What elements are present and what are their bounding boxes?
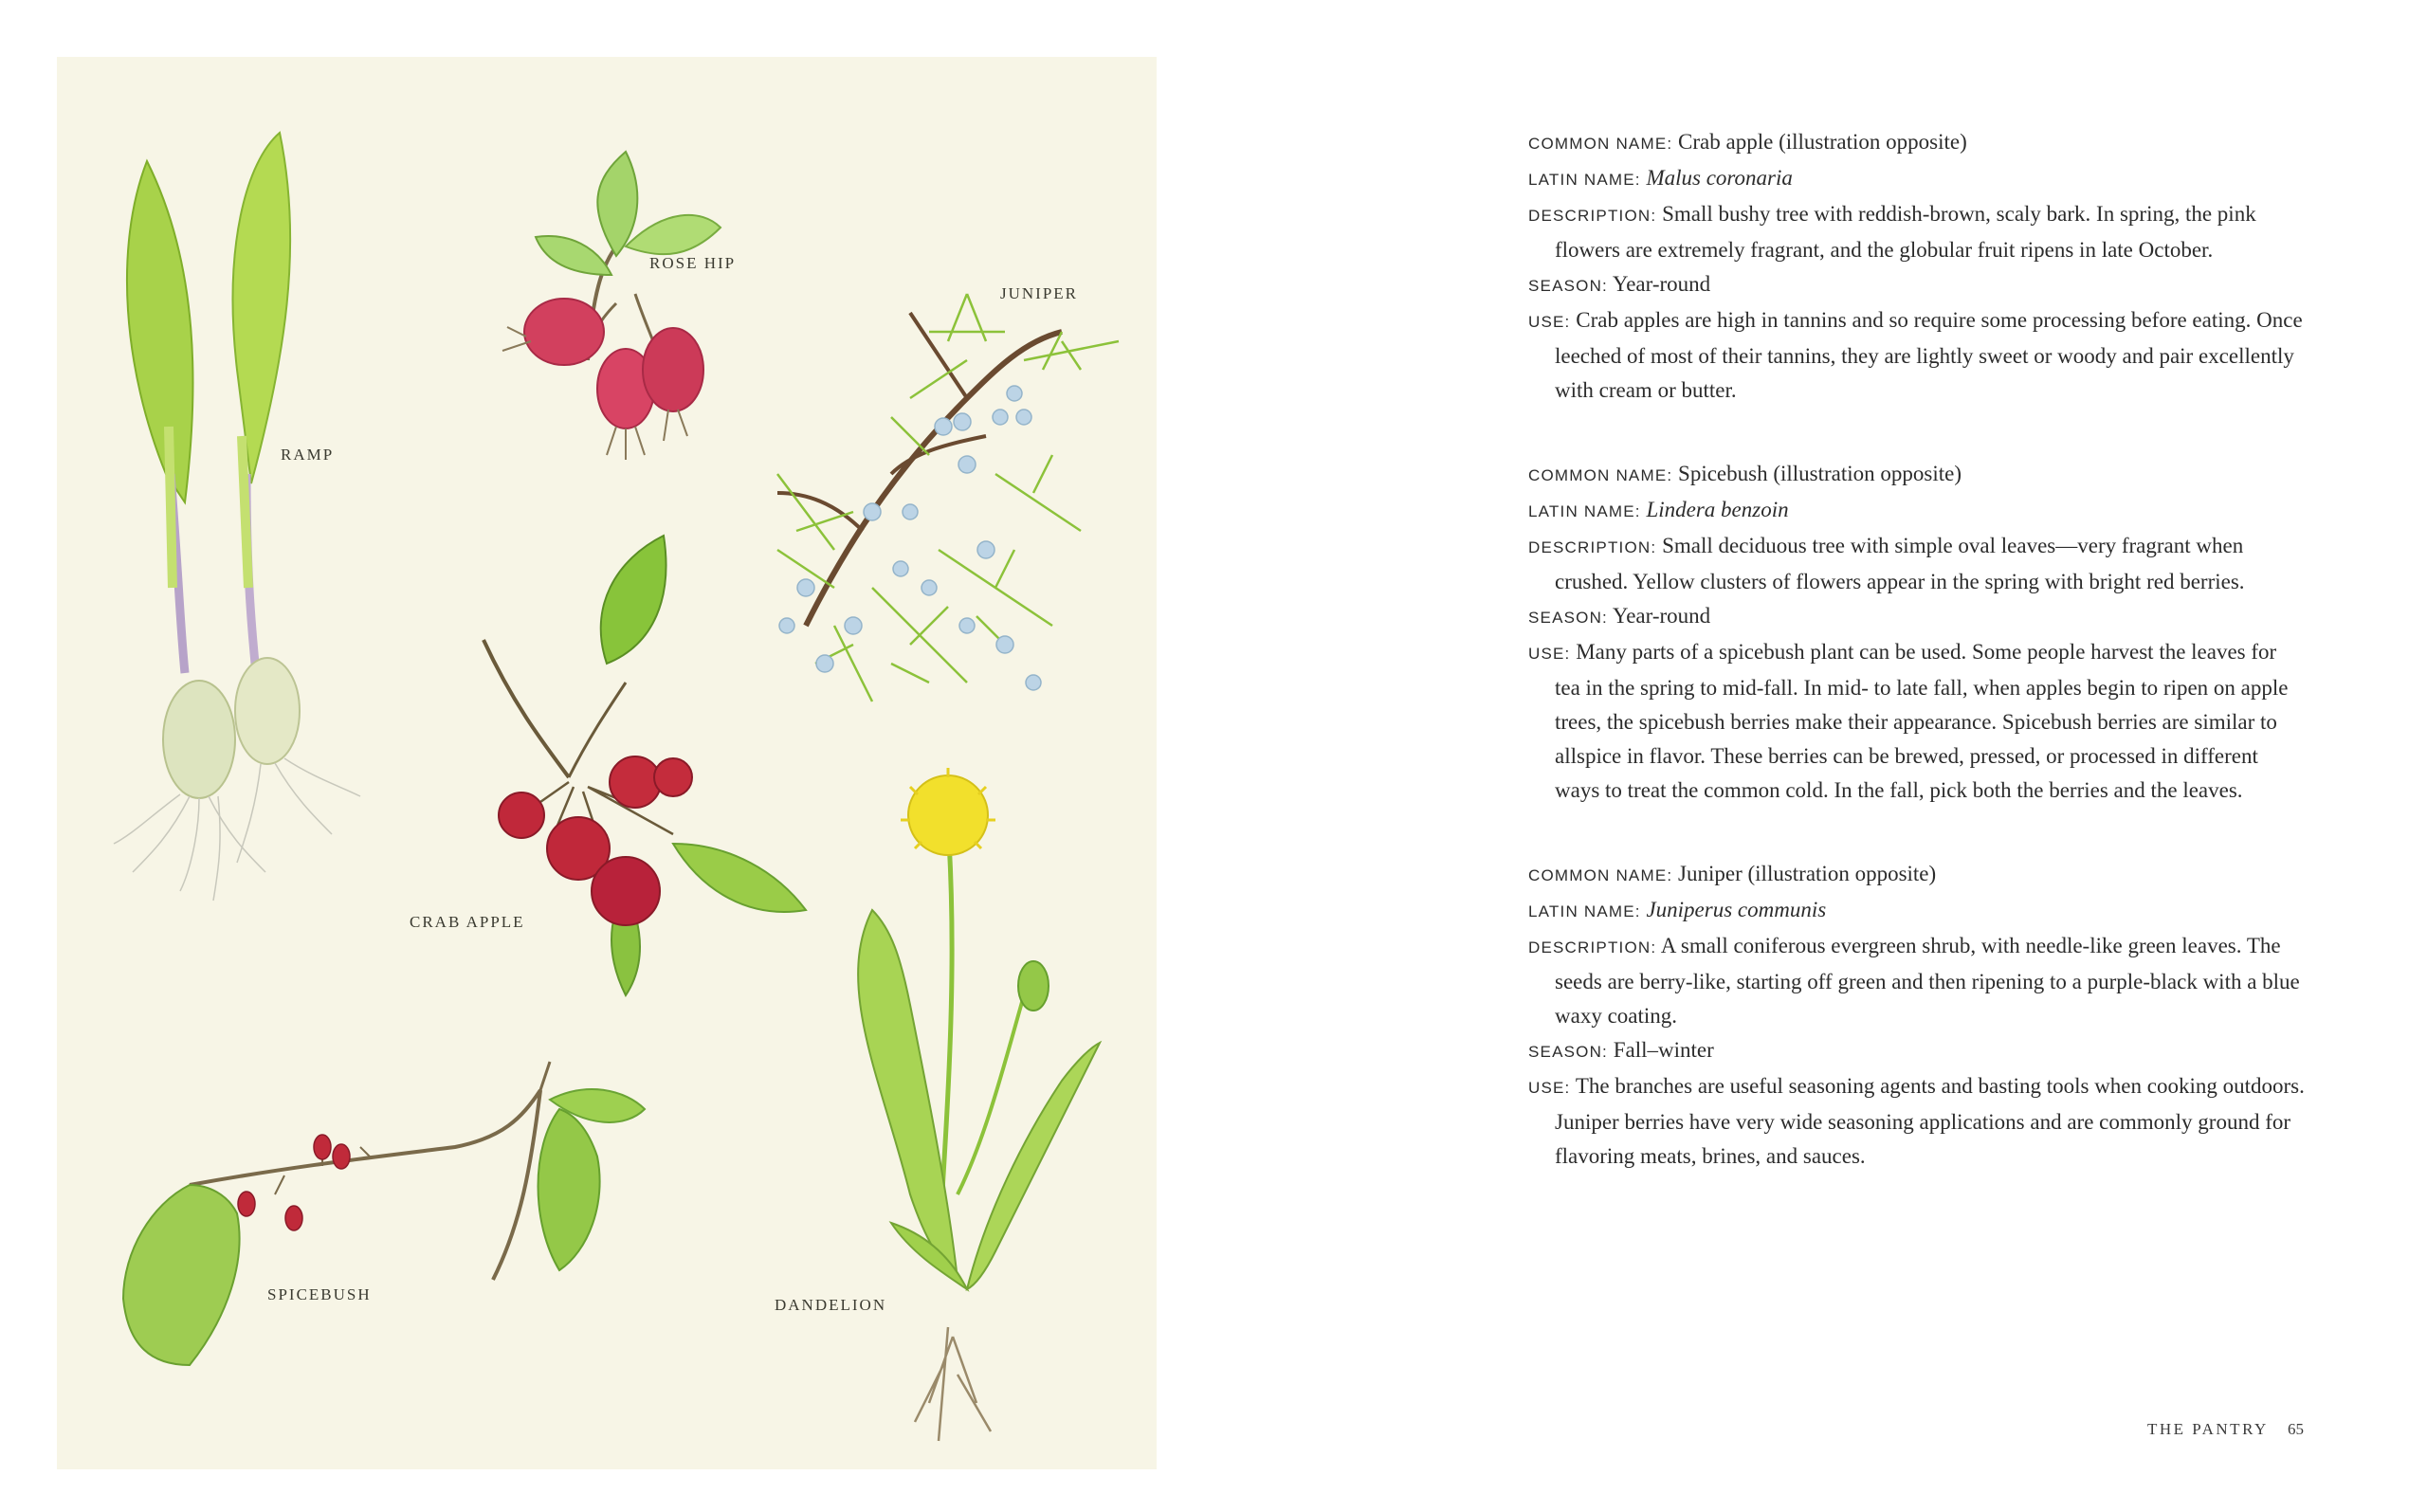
label-crab-apple: CRAB APPLE bbox=[410, 913, 525, 931]
dandelion-illustration bbox=[858, 768, 1100, 1441]
running-section-title: THE PANTRY bbox=[2146, 1420, 2269, 1438]
label-dandelion: DANDELION bbox=[775, 1296, 887, 1314]
label-ramp: RAMP bbox=[281, 446, 335, 464]
entry-spicebush bbox=[1528, 457, 2306, 808]
entry-crab-apple bbox=[1528, 125, 2306, 408]
label-juniper: JUNIPER bbox=[1000, 284, 1079, 302]
ramp-illustration bbox=[114, 133, 360, 901]
latin-name-line: LATIN NAME: Lindera benzoin bbox=[1528, 498, 1789, 521]
juniper-illustration bbox=[777, 294, 1119, 701]
common-name-line: COMMON NAME: Crab apple (illustration opposite) bbox=[1528, 130, 1967, 154]
season-line: SEASON: Fall–winter bbox=[1528, 1038, 1714, 1062]
plant-entries-page bbox=[1528, 125, 2306, 1223]
season-line: SEASON: Year-round bbox=[1528, 272, 1711, 296]
use-line: USE: Crab apples are high in tannins and so require some processing before eating. Once leeched of most of their tannins, they are lightly sweet or woody and pair excellently with cream or butter. bbox=[1528, 308, 2303, 402]
latin-name-line: LATIN NAME: Malus coronaria bbox=[1528, 166, 1793, 190]
description-line: DESCRIPTION: Small bushy tree with reddish-brown, scaly bark. In spring, the pink flowers are extremely fragrant, and the globular fruit ripens in late October. bbox=[1528, 202, 2256, 262]
common-name-line: COMMON NAME: Spicebush (illustration opposite) bbox=[1528, 462, 1962, 485]
spicebush-illustration bbox=[123, 1062, 645, 1365]
description-line: DESCRIPTION: Small deciduous tree with simple oval leaves—very fragrant when crushed. Yellow clusters of flowers appear in the spring with bright red berries. bbox=[1528, 534, 2245, 593]
page-number: 65 bbox=[2288, 1420, 2304, 1438]
season-line: SEASON: Year-round bbox=[1528, 604, 1711, 628]
description-line: DESCRIPTION: A small coniferous evergreen shrub, with needle-like green leaves. The seeds are berry-like, starting off green and then ripening to a purple-black with a blue waxy coating. bbox=[1528, 934, 2300, 1028]
page-footer bbox=[2147, 1420, 2304, 1439]
label-rose-hip: ROSE HIP bbox=[649, 254, 737, 272]
botanical-illustration-plate bbox=[57, 57, 1157, 1469]
crab-apple-illustration bbox=[484, 536, 806, 995]
latin-name-line: LATIN NAME: Juniperus communis bbox=[1528, 898, 1827, 921]
plant-illustrations bbox=[57, 57, 1157, 1469]
entry-juniper bbox=[1528, 857, 2306, 1174]
use-line: USE: The branches are useful seasoning agents and basting tools when cooking outdoors. Juniper berries have very wide seasoning applications and are commonly ground for flavoring meats, brines, and sauces. bbox=[1528, 1074, 2305, 1168]
use-line: USE: Many parts of a spicebush plant can be used. Some people harvest the leaves for tea in the spring to mid-fall. In mid- to late fall, when apples begin to ripen on apple trees, the spicebush berries make their appearance. Spicebush berries are similar to allspice in flavor. These berries can be brewed, pressed, or processed in different ways to treat the common cold. In the fall, pick both the berries and the leaves. bbox=[1528, 640, 2289, 802]
rose-hip-illustration bbox=[502, 152, 721, 460]
label-spicebush: SPICEBUSH bbox=[267, 1285, 372, 1303]
common-name-line: COMMON NAME: Juniper (illustration opposite) bbox=[1528, 862, 1937, 885]
